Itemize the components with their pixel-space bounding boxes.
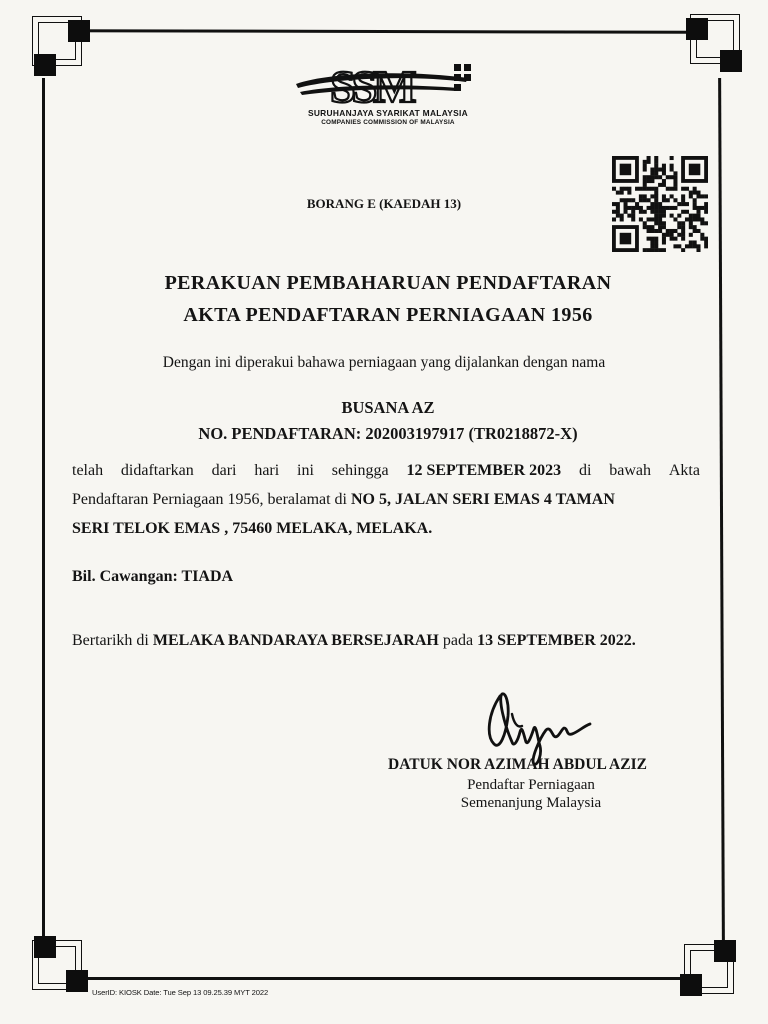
expiry-date: 12 SEPTEMBER 2023 xyxy=(406,462,562,479)
intro-text: Dengan ini diperakui bahawa perniagaan yang dijalankan dengan nama xyxy=(162,354,606,371)
paragraph-line-1 xyxy=(72,456,700,485)
word: bawah xyxy=(609,462,651,479)
form-code: BORANG E (KAEDAH 13) xyxy=(306,196,462,211)
date-place-line xyxy=(72,632,636,650)
svg-text:SSM: SSM xyxy=(330,61,413,110)
signatory-role-2: Semenanjung Malaysia xyxy=(460,795,602,811)
corner-ornament-bottom-left xyxy=(32,936,84,988)
word: ini xyxy=(297,462,314,479)
business-name: BUSANA AZ xyxy=(341,398,435,417)
word: hari xyxy=(254,462,280,479)
dated-prefix: Bertarikh di xyxy=(72,632,153,649)
issue-date: 13 SEPTEMBER 2022. xyxy=(477,632,636,649)
ssm-logo-mark xyxy=(290,58,486,110)
frame-top xyxy=(70,29,690,33)
word: telah xyxy=(72,462,104,479)
corner-ornament-bottom-right xyxy=(680,940,732,992)
branch-label: Bil. Cawangan: xyxy=(72,568,182,585)
corner-ornament-top-left xyxy=(32,16,84,68)
paragraph-text: Pendaftaran Perniagaan 1956, beralamat di xyxy=(72,491,351,508)
print-footer: UserID: KIOSK Date: Tue Sep 13 09.25.39 MYT 2022 xyxy=(92,988,269,997)
title-line-2: AKTA PENDAFTARAN PERNIAGAAN 1956 xyxy=(183,304,593,326)
business-address-part-1: NO 5, JALAN SERI EMAS 4 TAMAN xyxy=(351,491,615,508)
paragraph-line-3 xyxy=(72,514,700,543)
title-line-1: PERAKUAN PEMBAHARUAN PENDAFTARAN xyxy=(164,272,612,294)
issue-place: MELAKA BANDARAYA BERSEJARAH xyxy=(152,632,439,649)
registration-number: NO. PENDAFTARAN: 202003197917 (TR0218872-X) xyxy=(198,424,578,443)
word: didaftarkan xyxy=(120,462,194,479)
agency-name-ms: SURUHANJAYA SYARIKAT MALAYSIA xyxy=(307,108,469,118)
branch-value: TIADA xyxy=(181,568,234,585)
corner-ornament-top-right xyxy=(686,14,738,66)
paragraph-line-2 xyxy=(72,485,700,514)
frame-bottom xyxy=(70,977,690,980)
business-address-part-2: SERI TELOK EMAS , 75460 MELAKA, MELAKA. xyxy=(72,520,433,537)
signatory-role-1: Pendaftar Perniagaan xyxy=(467,777,595,793)
ssm-logo xyxy=(290,58,486,130)
word: Akta xyxy=(668,462,700,479)
dated-middle: pada xyxy=(438,632,478,649)
agency-name-en: COMPANIES COMMISSION OF MALAYSIA xyxy=(321,119,455,126)
branch-count xyxy=(72,568,233,586)
word: di xyxy=(578,462,592,479)
word: dari xyxy=(211,462,237,479)
signatory-name: DATUK NOR AZIMAH ABDUL AZIZ xyxy=(388,756,647,773)
registration-paragraph xyxy=(72,456,700,543)
word: sehingga xyxy=(331,462,389,479)
